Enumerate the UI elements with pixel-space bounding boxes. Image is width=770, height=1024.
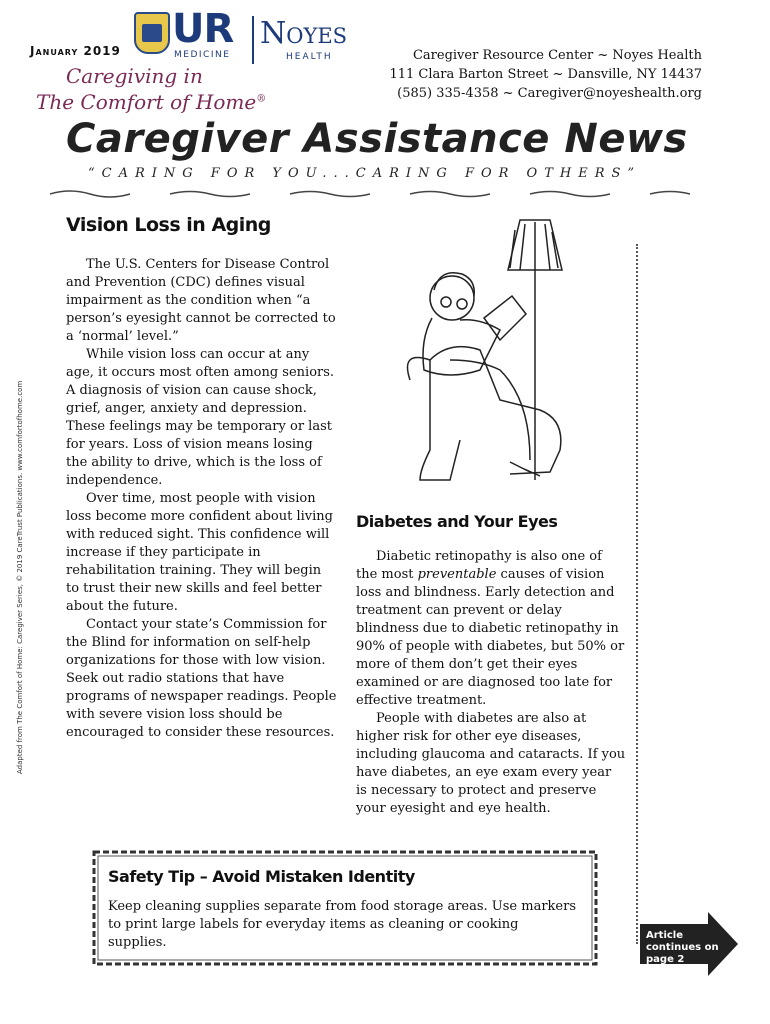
- contact-org: Caregiver Resource Center ~ Noyes Health: [412, 48, 702, 63]
- article-title-diabetes: Diabetes and Your Eyes: [356, 512, 558, 531]
- ur-noyes-logo: [134, 6, 384, 68]
- paragraph: While vision loss can occur at any age, it occurs most often among seniors. A diagnosis of vision can cause shock, grief, anger, anxiety and depression. These feelings may be temporary or last for years. Loss of vision means losing the ability to drive, which is the loss of independence.: [66, 347, 335, 488]
- safety-tip-title: Safety Tip – Avoid Mistaken Identity: [108, 867, 415, 886]
- logo-ur-subtext: MEDICINE: [174, 50, 231, 60]
- safety-tip-text: Keep cleaning supplies separate from food storage areas. Use markers to print large labels for everyday items as cleaning or cooking supplies.: [108, 899, 577, 950]
- newsletter-motto: “CARING FOR YOU...CARING FOR OTHERS”: [88, 166, 642, 181]
- article-body-diabetes: [356, 548, 626, 818]
- university-seal-icon: [134, 12, 170, 54]
- paragraph: People with diabetes are also at higher risk for other eye diseases, including glaucoma and cataracts. If you have diabetes, an eye exam every year is necessary to protect and preserve your eyesight and eye health.: [356, 711, 626, 816]
- contact-block: [389, 46, 702, 103]
- emphasis: preventable: [417, 567, 497, 582]
- column-divider: [636, 244, 638, 944]
- newsletter-title: Caregiver Assistance News: [66, 116, 688, 162]
- contact-address: 111 Clara Barton Street ~ Dansville, NY 14437: [389, 67, 702, 82]
- continue-note: Article continues on page 2: [646, 930, 719, 965]
- continue-arrow: [640, 912, 738, 976]
- contact-phone-email: (585) 335-4358 ~ Caregiver@noyeshealth.org: [397, 86, 702, 101]
- woman-reading-illustration: [390, 210, 620, 492]
- logo-noyes-subtext: HEALTH: [286, 52, 333, 62]
- logo-divider: [252, 16, 254, 64]
- tagline-line2: The Comfort of Home®: [36, 90, 267, 114]
- paragraph: Over time, most people with vision loss become more confident about living with reduced sight. This confidence will increase if they participate in rehabilitation training. They will begin to trust their new skills and feel better about the future.: [66, 491, 333, 614]
- logo-noyes-text: Noyes: [260, 16, 348, 51]
- article-title-vision: Vision Loss in Aging: [66, 214, 271, 236]
- squiggle-divider: [50, 186, 700, 200]
- article-body-vision: [66, 256, 338, 742]
- issue-date: January 2019: [30, 44, 121, 58]
- paragraph: Diabetic retinopathy is also one of the most preventable causes of vision loss and blindness. Early detection and treatment can prevent or delay blindness due to diabetic retinopathy in 90% of people with diabetes, but 50% or more of them don’t get their eyes examined or are diagnosed too late for effective treatment.: [356, 549, 625, 708]
- registered-mark: ®: [256, 93, 267, 105]
- paragraph: The U.S. Centers for Disease Control and Prevention (CDC) defines visual impairment as the condition when “a person’s eyesight cannot be corrected to a ‘normal’ level.”: [66, 257, 336, 344]
- logo-ur-text: UR: [172, 6, 234, 52]
- sidebar-credit: Adapted from The Comfort of Home: Caregiver Series, © 2019 CareTrust Publications. www.comfortofhome.com: [16, 380, 24, 774]
- paragraph: Contact your state’s Commission for the Blind for information on self-help organizations for those with low vision. Seek out radio stations that have programs of newspaper readings. People with severe vision loss should be encouraged to consider these resources.: [66, 617, 337, 740]
- tagline-line1: Caregiving in: [66, 64, 203, 88]
